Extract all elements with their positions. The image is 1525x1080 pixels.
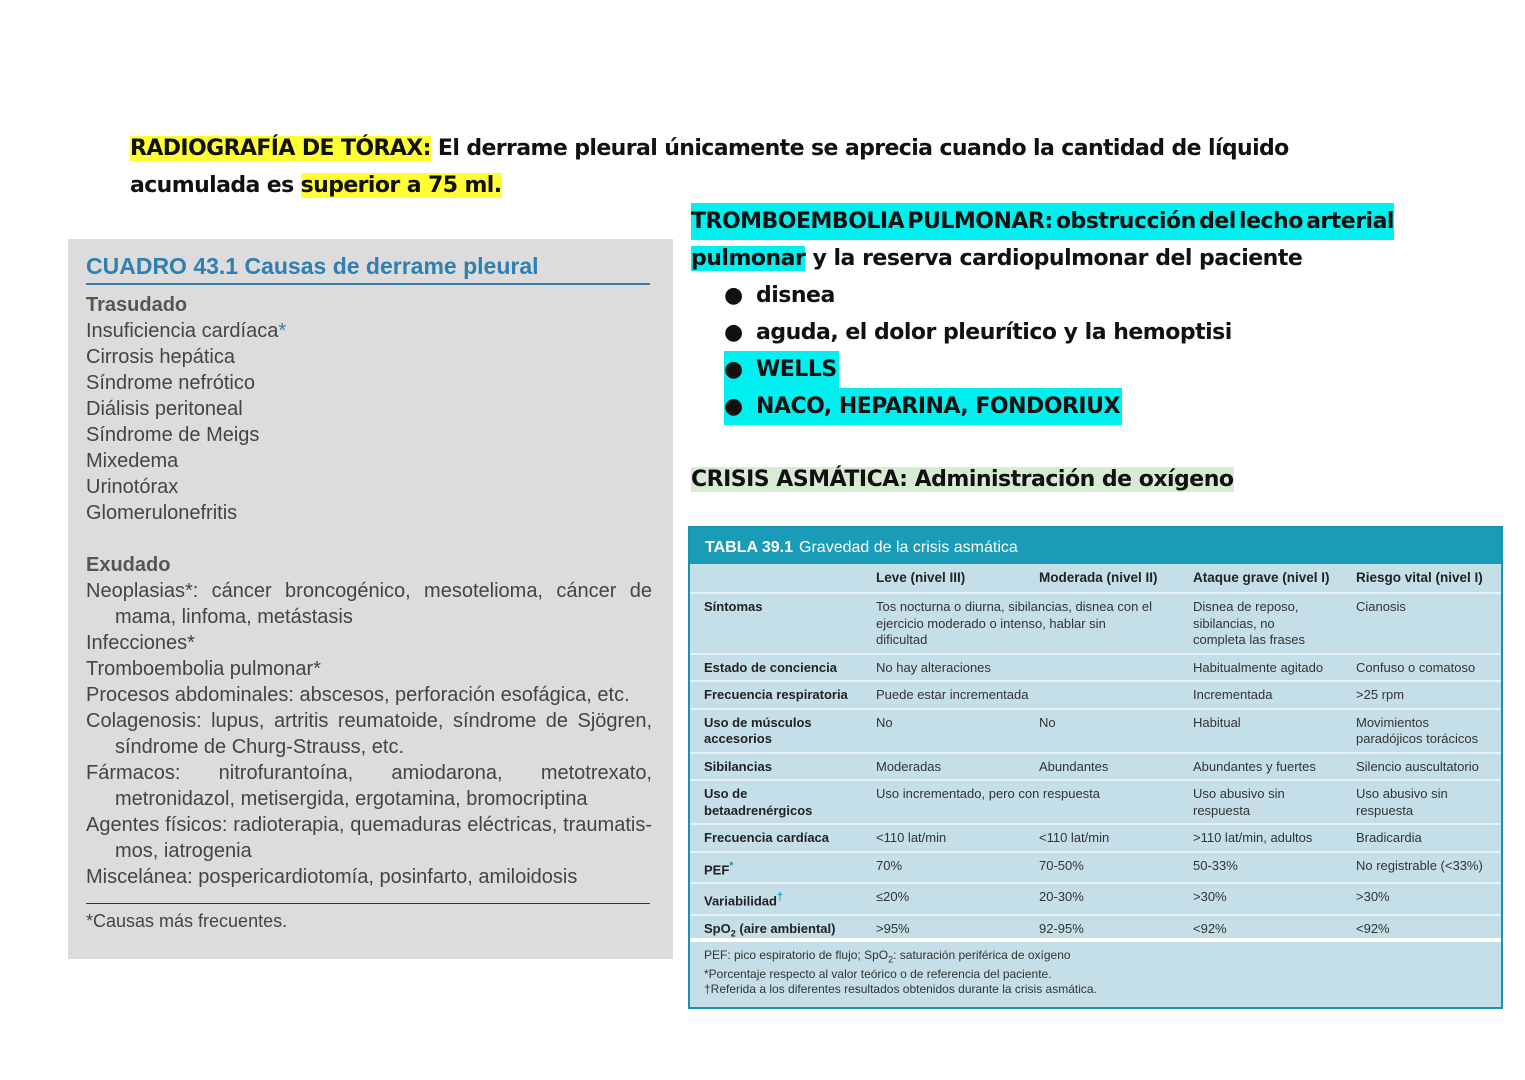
bullet-icon: ● [724,320,743,345]
footnote-line: *Porcentaje respecto al valor teórico o de referencia del paciente. [704,967,1052,982]
cuadro-title: CUADRO 43.1 Causas de derrame pleural [86,253,650,285]
cell: <92% [1189,915,1352,946]
cell: ≤20% [872,883,1035,915]
cell: Movimientos paradójicos torácicos [1352,709,1501,753]
cell: >30% [1189,883,1352,915]
tep-word: lecho [1239,209,1303,234]
exudado-item: Fármacos: nitrofurantoína, amiodarona, metotrexato, metronidazol, metisergida, ergotamina, bromocriptina [86,762,652,810]
tabla-title [690,528,1501,564]
cell: <92% [1352,915,1501,946]
cell: >25 rpm [1352,681,1501,709]
table-row [690,824,1501,852]
trasudado-item: Urinotórax [86,476,179,498]
table-row [690,852,1501,884]
trasudado-item: Insuficiencia cardíaca* [86,320,287,342]
cell: Abundantes y fuertes [1189,753,1352,781]
exudado-item: Colagenosis: lupus, artritis reumatoide, síndrome de Sjögren, síndrome de Churg-Strauss, etc. [86,710,652,758]
cell: Moderadas [872,753,1035,781]
footnote-mark: † [776,891,784,904]
tabla-footnotes [690,938,1501,1003]
bullet-icon: ● [724,394,743,419]
cell: Uso abusivo sin respuesta [1352,780,1501,824]
trasudado-heading: Trasudado [86,294,188,316]
footnote-line: PEF: pico espiratorio de flujo; SpO$_2$: saturación periférica de oxígeno [704,948,1071,965]
trasudado-item: Diálisis peritoneal [86,398,243,420]
cell: No [1035,709,1189,753]
cuadro-body [86,292,652,890]
cell: Confuso o comatoso [1352,654,1501,682]
cell: Incrementada [1189,681,1352,709]
row-label: Frecuencia cardíaca [690,824,872,852]
row-label: Frecuencia respiratoria [690,681,872,709]
cell: 20-30% [1035,883,1189,915]
cell: 50-33% [1189,852,1352,884]
trasudado-item: Síndrome nefrótico [86,372,255,394]
cell: Silencio auscultatorio [1352,753,1501,781]
tabla-title-text: Gravedad de la crisis asmática [799,539,1018,556]
cuadro-43-1 [68,239,673,959]
cell: Cianosis [1352,593,1501,654]
cell: No registrable (<33%) [1352,852,1501,884]
tep-bullet-list [724,277,1324,425]
cell: No hay alteraciones [872,654,1189,682]
column-header [690,564,872,593]
tep-line2-highlight: pulmonar [691,246,806,271]
cell: Disnea de reposo, sibilancias, no completa las frases [1189,593,1352,654]
cell: Tos nocturna o diurna, sibilancias, disnea con el ejercicio moderado o intenso, hablar sin dificultad [872,593,1189,654]
frequent-mark: * [278,320,287,342]
footnote-line: †Referida a los diferentes resultados obtenidos durante la crisis asmática. [704,982,1097,997]
cuadro-footnote: *Causas más frecuentes. [86,903,650,932]
table-row [690,593,1501,654]
tep-word: TROMBOEMBOLIA [691,209,905,234]
trasudado-item: Mixedema [86,450,179,472]
table-row [690,654,1501,682]
cell: <110 lat/min [872,824,1035,852]
crisis-heading [691,462,1234,498]
tep-word: del [1199,209,1236,234]
cell: 92-95% [1035,915,1189,946]
bullet-icon: ● [724,283,743,308]
footnote-mark: * [729,859,734,872]
row-label: SpO$_2$ (aire ambiental) [690,915,872,946]
table-row [690,709,1501,753]
crisis-text: CRISIS ASMÁTICA: Administración de oxígeno [691,467,1234,492]
tep-paragraph [691,203,1394,277]
column-header: Riesgo vital (nivel I) [1356,570,1483,585]
cell: Habitualmente agitado [1189,654,1352,682]
radiografia-highlight: superior a 75 ml. [300,173,502,198]
radiografia-paragraph [130,130,1395,204]
cell: Uso incrementado, pero con respuesta [872,780,1189,824]
radiografia-label: RADIOGRAFÍA DE TÓRAX: [130,136,431,161]
table-header-row [690,564,1501,593]
row-label: Variabilidad† [690,883,872,915]
table-row [690,681,1501,709]
tep-word: PULMONAR: [907,209,1053,234]
exudado-item: Miscelánea: pospericardiotomía, posinfarto, amiloidosis [86,866,578,888]
tabla-39-1 [688,526,1503,1009]
cell: Habitual [1189,709,1352,753]
cell: >110 lat/min, adultos [1189,824,1352,852]
table-row [690,883,1501,915]
exudado-item: Tromboembolia pulmonar* [86,658,321,680]
bullet-item: ● aguda, el dolor pleurítico y la hemoptisi [724,314,1324,351]
row-label: Síntomas [690,593,872,654]
radiografia-text: El derrame pleural únicamente se aprecia cuando la cantidad de líquido acumulada es [130,136,1289,198]
cell: Puede estar incrementada [872,681,1189,709]
cell: No [872,709,1035,753]
exudado-heading: Exudado [86,554,171,576]
bullet-icon: ● [724,357,743,382]
cell: Uso abusivo sin respuesta [1189,780,1352,824]
exudado-item: Neoplasias*: cáncer broncogénico, mesotelioma, cáncer de mama, linfoma, metástasis [86,580,652,628]
tep-line2-rest: y la reserva cardiopulmonar del paciente [805,246,1303,271]
table-row [690,753,1501,781]
tep-line-1 [691,203,1394,240]
tep-line-2 [691,240,1394,277]
cell: >30% [1352,883,1501,915]
row-label: Uso de músculos accesorios [690,709,872,753]
bullet-item: ● NACO, HEPARINA, FONDORIUX [724,388,1324,425]
exudado-item: Procesos abdominales: abscesos, perforación esofágica, etc. [86,684,630,706]
tep-word: obstrucción [1055,209,1196,234]
tep-word: arterial [1306,209,1394,234]
row-label: Sibilancias [690,753,872,781]
cell: 70% [872,852,1035,884]
bullet-item: ● disnea [724,277,1324,314]
column-header: Leve (nivel III) [876,570,966,585]
column-header: Moderada (nivel II) [1039,570,1158,585]
cell: >95% [872,915,1035,946]
exudado-item: Infecciones* [86,632,195,654]
tabla-number: TABLA 39.1 [705,539,794,556]
column-header: Ataque grave (nivel I) [1193,570,1330,585]
row-label: PEF* [690,852,872,884]
row-label: Estado de conciencia [690,654,872,682]
trasudado-item: Síndrome de Meigs [86,424,260,446]
severity-table [690,564,1501,946]
row-label: Uso de betaadrenérgicos [690,780,872,824]
cell: <110 lat/min [1035,824,1189,852]
trasudado-item: Glomerulonefritis [86,502,238,524]
exudado-item: Agentes físicos: radioterapia, quemaduras eléctricas, traumatis-mos, iatrogenia [86,814,652,862]
cell: 70-50% [1035,852,1189,884]
cell: Abundantes [1035,753,1189,781]
trasudado-item: Cirrosis hepática [86,346,235,368]
table-row [690,780,1501,824]
bullet-item: ● WELLS [724,351,1324,388]
cell: Bradicardia [1352,824,1501,852]
